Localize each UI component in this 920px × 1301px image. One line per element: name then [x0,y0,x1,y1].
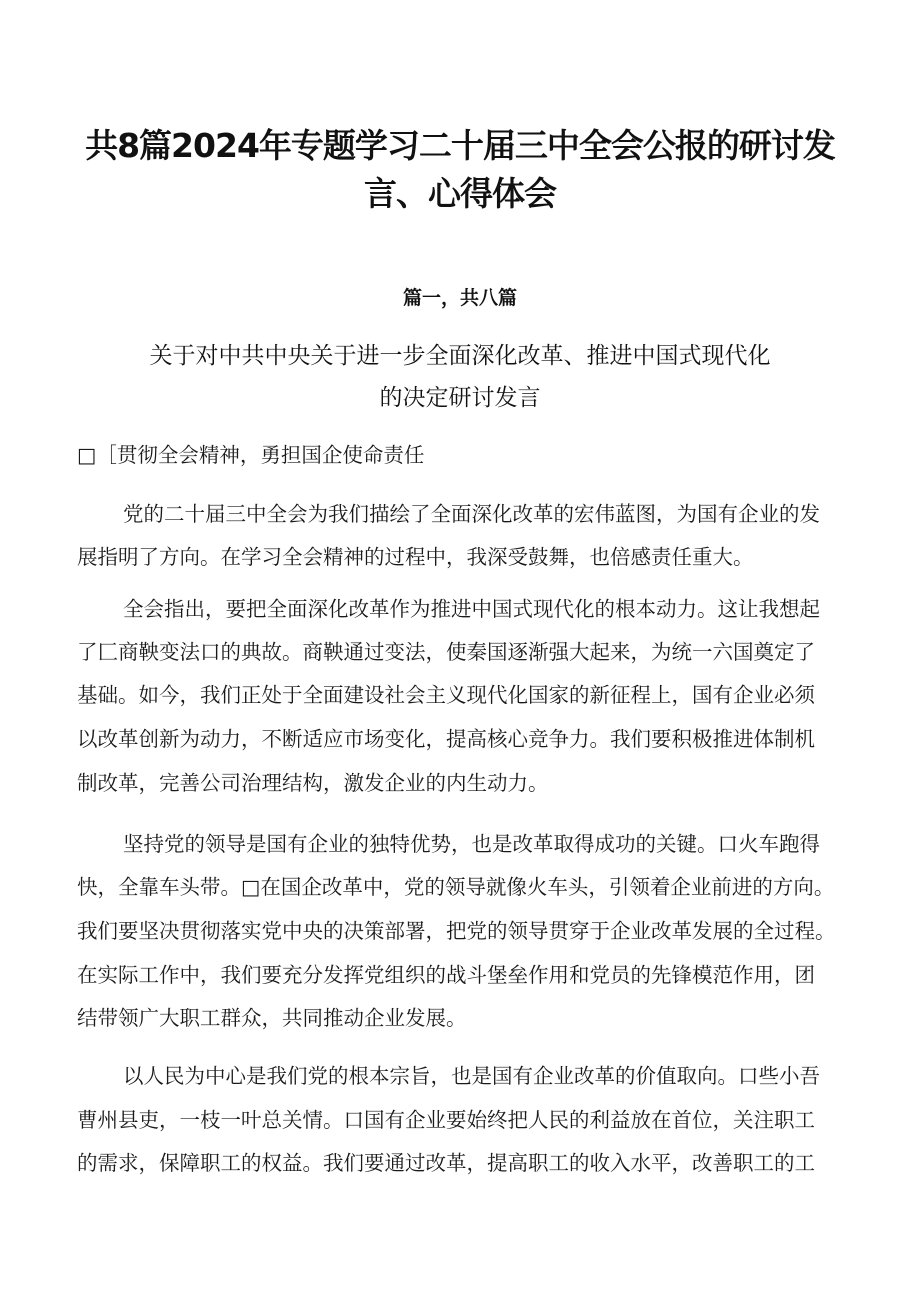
paragraph-2-line-2: 了匚商鞅变法口的典故。商鞅通过变法，使秦国逐渐强大起来，为统一六国奠定了 [77,640,815,664]
article-heading-line-1: 关于对中共中央关于进一步全面深化改革、推进中国式现代化 [149,343,771,369]
paragraph-3-line-1: 坚持党的领导是国有企业的独特优势，也是改革取得成功的关键。口火车跑得 [123,832,820,856]
paragraph-1-line-1: 党的二十届三中全会为我们描绘了全面深化改革的宏伟蓝图，为国有企业的发 [123,502,820,526]
paragraph-3-line-5: 结带领广大职工群众，共同推动企业发展。 [77,1006,467,1030]
paragraph-4-line-3: 的需求，保障职工的权益。我们要通过改革，提高职工的收入水平，改善职工的工 [77,1151,815,1175]
document-title-line-1: 共8篇2024年专题学习二十届三中全会公报的研讨发 [85,126,835,165]
paragraph-4-line-1: 以人民为中心是我们党的根本宗旨，也是国有企业改革的价值取向。口些小吾 [123,1064,820,1088]
section-label: 篇一，共八篇 [402,287,517,309]
paragraph-4-line-2: 曹州县吏，一枝一叶总关情。口国有企业要始终把人民的利益放在首位，关注职工 [77,1108,815,1132]
article-subtitle: □［贯彻全会精神，勇担国企使命责任 [77,443,425,467]
paragraph-2-line-5: 制改革，完善公司治理结构，激发企业的内生动力。 [77,771,549,795]
document-title-line-2: 言、心得体会 [364,174,556,213]
paragraph-3-line-4: 在实际工作中，我们要充分发挥党组织的战斗堡垒作用和党员的先锋模范作用，团 [77,963,815,987]
paragraph-2-line-1: 全会指出，要把全面深化改革作为推进中国式现代化的根本动力。这让我想起 [123,597,820,621]
paragraph-3-line-3: 我们要坚决贯彻落实党中央的决策部署，把党的领导贯穿于企业改革发展的全过程。 [77,919,836,943]
paragraph-2-line-4: 以改革创新为动力，不断适应市场变化，提高核心竞争力。我们要积极推进体制机 [77,727,815,751]
paragraph-2-line-3: 基础。如今，我们正处于全面建设社会主义现代化国家的新征程上，国有企业必须 [77,683,815,707]
paragraph-3-line-2: 快，全靠车头带。□在国企改革中，党的领导就像火车头，引领着企业前进的方向。 [77,875,835,899]
paragraph-1-line-2: 展指明了方向。在学习全会精神的过程中，我深受鼓舞，也倍感责任重大。 [77,545,754,569]
article-heading-line-2: 的决定研讨发言 [379,385,541,411]
